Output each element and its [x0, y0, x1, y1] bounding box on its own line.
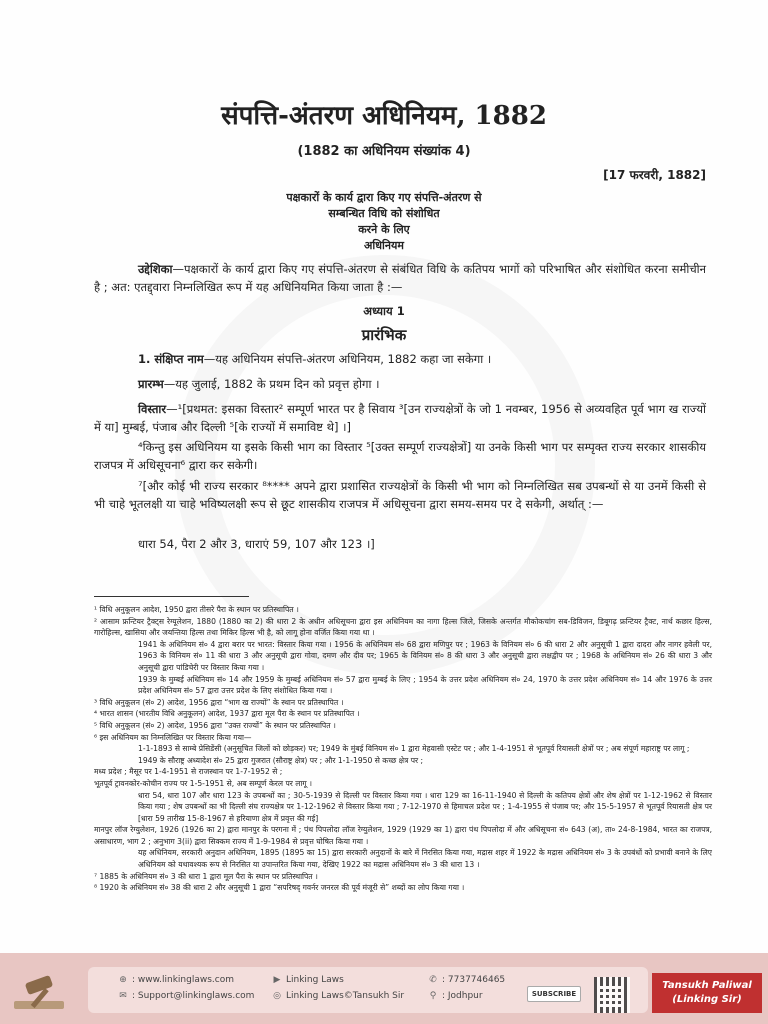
footnote: मध्य प्रदेश ; मैसूर पर 1-4-1951 से राजस्थान पर 1-7-1952 से ; — [94, 767, 283, 777]
brand-name: Tansukh Paliwal — [662, 980, 752, 991]
mail-icon: ✉ — [119, 991, 127, 1001]
extent-paragraph — [94, 400, 706, 436]
footnote: यह अधिनियम, सरकारी अनुदान अधिनियम, 1895 (1895 का 15) द्वारा सरकारी अनुदानों के बारे में निरसित किया गया, मद्रास शहर में 1922 के मद्रास अधिनियम सं० 3 के उपबंधों को प्रभावी बनाने के लिए अधिनियम को यथावश्यक रूप से निरसित या उपान्तरित किया गया, देखिए 1922 का मद्रास अधिनियम सं० 3 की धारा 13 । — [138, 848, 712, 870]
instagram-icon: ◎ — [273, 991, 281, 1001]
instagram-text: Linking Laws©Tansukh Sir — [286, 991, 405, 1001]
gavel-icon — [8, 971, 74, 1013]
location-pin-icon: ⚲ — [429, 991, 437, 1001]
subscribe-button[interactable]: SUBSCRIBE — [527, 986, 581, 1002]
long-title-line: सम्बन्धित विधि को संशोधित — [328, 207, 440, 220]
section-1 — [94, 350, 706, 368]
footnote: ⁶ इस अधिनियम का निम्नलिखित पर विस्तार किया गया— — [94, 732, 252, 742]
footnote: ⁸ 1920 के अधिनियम सं० 38 की धारा 2 और अनुसूची 1 द्वारा “सपरिषद् गवर्नर जनरल की पूर्व मंजूरी से” शब्दों का लोप किया गया । — [94, 883, 465, 893]
long-title-line: अधिनियम — [364, 239, 404, 252]
website-link[interactable] — [118, 975, 234, 985]
location-text: : Jodhpur — [442, 991, 483, 1001]
globe-icon: ⊕ — [119, 975, 127, 985]
preamble-paragraph — [94, 260, 706, 296]
extent-label: विस्तार — [138, 402, 167, 416]
footnote: 1-1-1893 से साम्बे प्रेसिडेंसी (अनुसूचित जिलों को छोड़कर) पर; 1949 के मुंबई विनियम सं० 1 द्वारा मेहवासी एस्टेट पर ; और 1-4-1951 से भूतपूर्व रियासती क्षेत्रों पर ; अब संपूर्ण महाराष्ट्र पर लागू ; — [138, 744, 690, 754]
footnote: भूतपूर्व ट्रावनकोर-कोचीन राज्य पर 1-5-1951 से, अब सम्पूर्ण केरल पर लागू । — [94, 778, 312, 788]
section-1-text: —यह अधिनियम संपत्ति-अंतरण अधिनियम, 1882 कहा जा सकेगा । — [203, 352, 492, 366]
footnote: ⁴ भारत शासन (भारतीय विधि अनुकूलन) आदेश, 1937 द्वारा मूल पैरा के स्थान पर प्रतिस्थापित । — [94, 709, 360, 719]
footnote: ⁷ 1885 के अधिनियम सं० 3 की धारा 1 द्वारा मूल पैरा के स्थान पर प्रतिस्थापित । — [94, 871, 318, 881]
footnote: मानपुर लॉज रेग्युलेशन, 1926 (1926 का 2) द्वारा मानपुर के परगना में ; पंथ पिपलोदा लॉज रेग्युलेशन, 1929 (1929 का 1) द्वारा पंथ पिपलोदा में और अधिसूचना सं० 643 (अ), ता० 24-8-1984, भारत का राजपत्र, असाधारण, भाग 2 ; अनुभाग 3(ii) द्वारा सिक्कम राज्य में 1-9-1984 से प्रवृत्त घोषित किया गया । — [94, 825, 712, 846]
long-title-line: पक्षकारों के कार्य द्वारा किए गए संपत्ति-अंतरण से — [286, 191, 482, 204]
phone-link[interactable] — [428, 975, 505, 985]
youtube-text: Linking Laws — [286, 975, 344, 985]
preamble-label: उद्देशिका — [138, 262, 173, 276]
instagram-link[interactable] — [272, 991, 404, 1001]
act-date: [17 फरवरी, 1882] — [603, 168, 706, 182]
preamble-text: —पक्षकारों के कार्य द्वारा किए गए संपत्ति-अंतरण से संबंधित विधि के कतिपय भागों को परिभाषित और संशोधित करना समीचीन है ; अत: एतद्द्वारा निम्नलिखित रूप में यह अधिनियमित किया जाता है :— — [94, 262, 706, 294]
section-1-label: 1. संक्षिप्त नाम — [138, 352, 204, 366]
youtube-link[interactable] — [272, 975, 344, 985]
commencement-text: —यह जुलाई, 1882 के प्रथम दिन को प्रवृत्त होगा । — [163, 377, 380, 391]
youtube-icon: ▶ — [273, 975, 281, 985]
chapter-title: प्रारंभिक — [361, 326, 407, 344]
email-text: : Support@linkinglaws.com — [132, 991, 255, 1001]
phone-icon: ✆ — [429, 975, 437, 985]
footnote: 1939 के मुम्बई अधिनियम सं० 14 और 1959 के मुम्बई अधिनियम सं० 57 द्वारा मुम्बई के लिए ; 1954 के उत्तर प्रदेश अधिनियम सं० 24, 1970 के उत्तर प्रदेश अधिनियम सं० 14 और 1976 के उत्तर प्रदेश अधिनियम सं० 57 द्वारा उत्तर प्रदेश के लिए संशोधित किया गया । — [138, 674, 712, 696]
footnotes — [94, 604, 712, 894]
footer-banner — [0, 953, 768, 1024]
long-title-line: करने के लिए — [358, 223, 410, 236]
extent-text: —¹[प्रथमत: इसका विस्तार² सम्पूर्ण भारत पर है सिवाय ³[उन राज्यक्षेत्रों के जो 1 नवम्बर, 1956 से अव्यवहित पूर्व भाग ख राज्यों में या] मुम्बई, पंजाब और दिल्ली ⁵[के राज्यों में समाविष्ट थे] ।] — [94, 402, 706, 434]
phone-text: : 7737746465 — [442, 975, 506, 985]
footnote: 1941 के अधिनियम सं० 4 द्वारा बरार पर भारत: विस्तार किया गया । 1956 के अधिनियम सं० 68 द्वारा मणिपुर पर ; 1963 के विनियम सं० 6 की धारा 2 और अनुसूची 1 द्वारा दादरा और नागर हवेली पर, 1963 के विनियम सं० 11 की धारा 3 और अनुसूची द्वारा गोवा, दमण और दीव पर; 1965 के विनियम सं० 8 की धारा 3 और अनुसूची द्वारा लक्षद्वीप पर ; 1968 के अधिनियम सं० 26 की धारा 3 और अनुसूची द्वारा पांडिचेरी पर विस्तार किया गया । — [138, 639, 712, 672]
chapter-number: अध्याय 1 — [363, 304, 405, 318]
qr-code-icon[interactable] — [594, 977, 630, 1013]
commencement-paragraph — [94, 375, 706, 393]
act-number: (1882 का अधिनियम संख्यांक 4) — [297, 144, 471, 159]
location-info — [428, 991, 483, 1001]
brand-badge — [652, 973, 762, 1013]
page-title: संपत्ति-अंतरण अधिनियम, 1882 — [221, 101, 547, 131]
email-link[interactable] — [118, 991, 254, 1001]
footnote: धारा 54, धारा 107 और धारा 123 के उपबन्धों का ; 30-5-1939 से दिल्ली पर विस्तार किया गया । धारा 129 का 16-11-1940 से दिल्ली के कतिपय क्षेत्रों और शेष क्षेत्रों पर 1-12-1962 से विस्तार किया गया ; शेष उपबन्धों का भी दिल्ली संघ राज्यक्षेत्र पर 1-12-1962 से विस्तार किया गया ; 7-12-1970 से हिमाचल प्रदेश पर ; 1-4-1955 से पंजाब पर; और 15-5-1957 से भूतपूर्व रियासती क्षेत्र पर [धारा 59 तारीख 15-8-1967 से हरियाणा क्षेत्र में प्रवृत्त की गई] — [138, 790, 712, 823]
footnote: ⁵ विधि अनुकूलन (सं० 2) आदेश, 1956 द्वारा “उक्त राज्यों” के स्थान पर प्रतिस्थापित । — [94, 720, 336, 730]
exemption-list: धारा 54, पैरा 2 और 3, धाराएं 59, 107 और 123 ।] — [138, 537, 375, 551]
proviso-paragraph: ⁴किन्तु इस अधिनियम या इसके किसी भाग का विस्तार ⁵[उक्त सम्पूर्ण राज्यक्षेत्रों] या उनके किसी भाग पर सम्पृक्त राज्य सरकार शासकीय राजपत्र में अधिसूचना⁶ द्वारा कर सकेगी। — [94, 440, 706, 472]
brand-alias: (Linking Sir) — [672, 994, 742, 1005]
long-title — [0, 190, 768, 254]
footnote-divider — [94, 596, 249, 597]
exemption-paragraph: ⁷[और कोई भी राज्य सरकार ⁸**** अपने द्वारा प्रशासित राज्यक्षेत्रों के किसी भी भाग को निम्नलिखित सब उपबन्धों से या उनमें किसी से भी चाहे भूतलक्षी या चाहे भविष्यलक्षी रूप से छूट शासकीय राजपत्र में अधिसूचना द्वारा समय-समय पर दे सकेगी, अर्थात् :— — [94, 479, 706, 511]
footnote: ² आसाम फ्रन्टियर ट्रैक्ट्स रेग्यूलेशन, 1880 (1880 का 2) की धारा 2 के अधीन अधिसूचना द्वारा इस अधिनियम का नागा हिल्स जिले, जिसके अन्तर्गत मौकोकचांग सब-डिविजन, डिबूगढ़ फ्रन्टियर ट्रैक्ट, नार्थ कछार हिल्स, गारोहिल्स, खासिया और जयन्तिया हिल्स तथा मिकिर हिल्स भी है, को लागू होना वर्जित किया गया था । — [94, 616, 712, 638]
footnote: ³ विधि अनुकूलन (सं० 2) आदेश, 1956 द्वारा “भाग ख राज्यों” के स्थान पर प्रतिस्थापित । — [94, 697, 344, 707]
website-text: : www.linkinglaws.com — [132, 975, 234, 985]
footnote: 1949 के सौराष्ट्र अध्यादेश सं० 25 द्वारा गुजरात (सौराष्ट्र क्षेत्र) पर ; और 1-1-1950 से कच्छ क्षेत्र पर ; — [138, 755, 424, 765]
commencement-label: प्रारम्भ — [138, 377, 164, 391]
footnote: ¹ विधि अनुकूलन आदेश, 1950 द्वारा तीसरे पैरा के स्थान पर प्रतिस्थापित । — [94, 605, 299, 614]
